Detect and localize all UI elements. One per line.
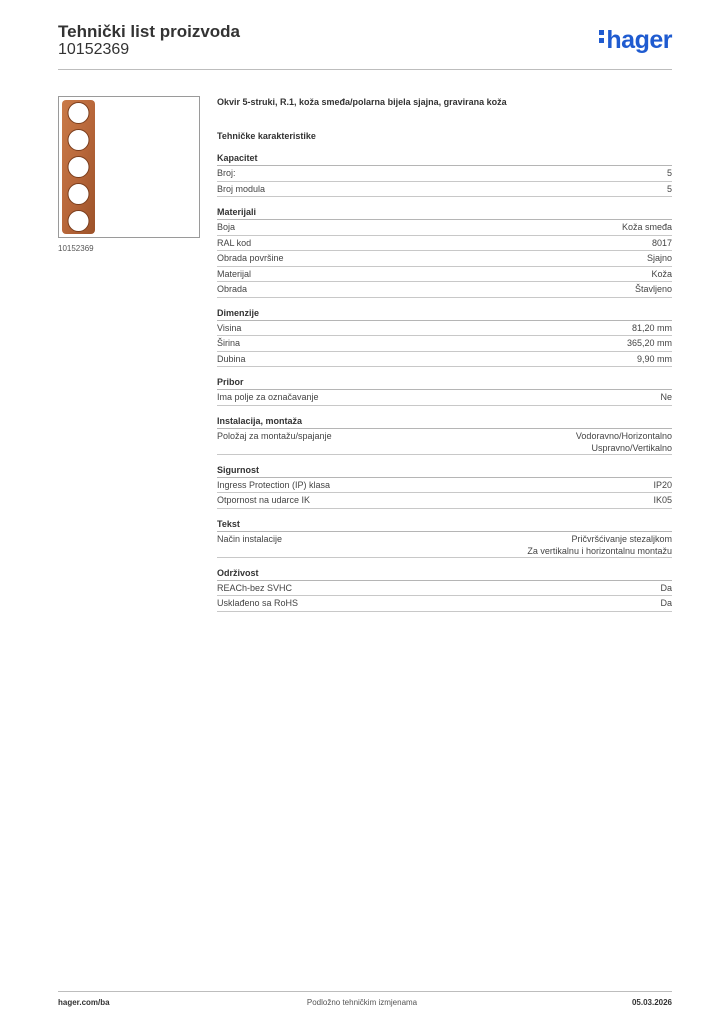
- spec-value: 81,20 mm: [631, 322, 672, 333]
- section-materijali: [217, 205, 672, 298]
- spec-value: Da: [660, 598, 672, 608]
- spec-value: 9,90 mm: [636, 353, 672, 364]
- section-title: Dimenzije: [217, 306, 672, 321]
- section-title: Instalacija, montaža: [217, 414, 672, 429]
- spec-value: Da: [660, 582, 672, 593]
- spec-row: [217, 532, 672, 558]
- section-title: Materijali: [217, 205, 672, 220]
- document-title: Tehnički list proizvoda: [58, 22, 240, 41]
- spec-label: Ima polje za označavanje: [217, 392, 319, 402]
- spec-row: [217, 220, 672, 236]
- hager-logo: [599, 26, 672, 55]
- section-title: Tekst: [217, 517, 672, 532]
- spec-row: [217, 581, 672, 597]
- section-title: Pribor: [217, 375, 672, 390]
- spec-row: [217, 596, 672, 612]
- spec-row: [217, 390, 672, 406]
- section-instalacija: [217, 414, 672, 455]
- frame-opening: [68, 103, 89, 124]
- spec-label: Boja: [217, 222, 236, 232]
- spec-value: 365,20 mm: [626, 338, 672, 348]
- spec-label: Način instalacije: [217, 533, 283, 544]
- frame-illustration: [59, 97, 199, 237]
- section-sigurnost: [217, 463, 672, 509]
- logo-dots-icon: [599, 27, 605, 46]
- spec-label: Ingress Protection (IP) klasa: [217, 479, 331, 490]
- spec-value-line: Pričvršćivanje stezaljkom: [571, 533, 672, 544]
- spec-label: Materijal: [217, 268, 252, 279]
- spec-row: [217, 336, 672, 352]
- section-odrzivost: [217, 566, 672, 612]
- section-dimenzije: [217, 306, 672, 368]
- spec-row: [217, 321, 672, 337]
- footer-notice: Podložno tehničkim izmjenama: [306, 998, 418, 1007]
- spec-value: Sjajno: [646, 253, 672, 263]
- spec-value: [527, 533, 672, 557]
- frame-opening: [68, 211, 89, 232]
- section-title: Kapacitet: [217, 151, 672, 166]
- frame-opening: [68, 130, 89, 151]
- spec-label: Broj:: [217, 168, 236, 178]
- spec-value: 8017: [651, 237, 672, 248]
- spec-value-line: Uspravno/Vertikalno: [591, 442, 672, 453]
- section-tekst: [217, 517, 672, 558]
- section-title: Održivost: [217, 566, 672, 581]
- spec-row: [217, 429, 672, 455]
- spec-content: [217, 95, 672, 612]
- spec-row: [217, 282, 672, 298]
- spec-value: Štavljeno: [634, 284, 672, 294]
- spec-label: Obrada: [217, 284, 248, 294]
- spec-label: RAL kod: [217, 237, 252, 248]
- frame-opening: [68, 184, 89, 205]
- spec-row: [217, 478, 672, 494]
- header-divider: [58, 69, 672, 70]
- product-description: Okvir 5-struki, R.1, koža smeđa/polarna bijela sjajna, gravirana koža: [217, 97, 507, 107]
- spec-row: [217, 267, 672, 283]
- spec-label: Položaj za montažu/spajanje: [217, 430, 332, 441]
- spec-row: [217, 166, 672, 182]
- spec-label: Širina: [217, 338, 241, 348]
- spec-label: REACh-bez SVHC: [217, 582, 293, 593]
- spec-value: 5: [666, 168, 672, 178]
- spec-value-line: Vodoravno/Horizontalno: [575, 430, 672, 441]
- footer-divider: [58, 991, 672, 992]
- spec-row: [217, 182, 672, 198]
- product-number: 10152369: [58, 41, 130, 58]
- section-pribor: [217, 375, 672, 406]
- spec-value: Koža: [651, 268, 672, 279]
- spec-label: Obrada površine: [217, 253, 284, 263]
- spec-row: [217, 236, 672, 252]
- spec-value: 5: [666, 183, 672, 194]
- spec-row: [217, 251, 672, 267]
- section-kapacitet: [217, 151, 672, 197]
- spec-label: Usklađeno sa RoHS: [217, 598, 299, 608]
- spec-value: Koža smeđa: [621, 222, 672, 232]
- footer-date: 05.03.2026: [631, 998, 672, 1007]
- product-image: [58, 96, 200, 238]
- spec-value: IP20: [653, 479, 672, 490]
- section-title: Sigurnost: [217, 463, 672, 478]
- spec-value: Ne: [660, 392, 672, 402]
- spec-label: Broj modula: [217, 183, 266, 194]
- spec-value: IK05: [653, 495, 672, 505]
- spec-value: [576, 430, 672, 454]
- logo-text: hager: [606, 26, 672, 54]
- spec-label: Visina: [217, 322, 242, 333]
- spec-row: [217, 352, 672, 368]
- website-link[interactable]: hager.com/ba: [58, 998, 110, 1007]
- spec-label: Otpornost na udarce IK: [217, 495, 311, 505]
- spec-row: [217, 493, 672, 509]
- spec-label: Dubina: [217, 353, 246, 364]
- frame-opening: [68, 157, 89, 178]
- image-caption: 10152369: [58, 244, 94, 253]
- page-header: [58, 20, 672, 70]
- spec-value-line: Za vertikalnu i horizontalnu montažu: [527, 545, 672, 556]
- technical-heading: Tehničke karakteristike: [217, 131, 316, 141]
